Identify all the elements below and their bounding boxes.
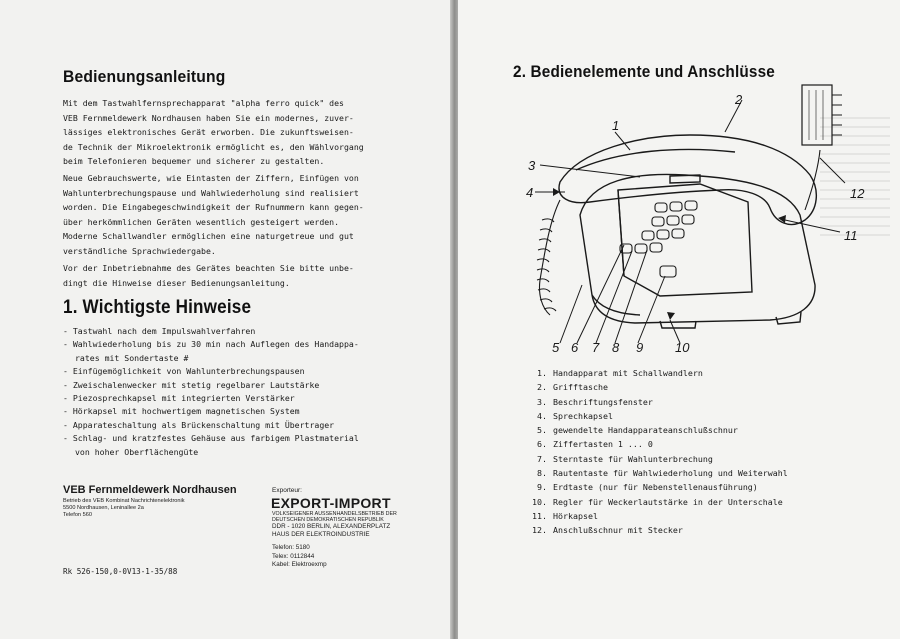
company-line: Betrieb des VEB Kombinat Nachrichtenelektronik: [63, 498, 185, 504]
list-item: [527, 480, 788, 494]
item-number: 6.: [537, 439, 547, 450]
callout-8: 8: [612, 340, 620, 355]
item-text: Ziffertasten 1 ... 0: [553, 439, 653, 450]
list-item: von hoher Oberflächengüte: [75, 446, 199, 457]
item-text: Sprechkapsel: [553, 410, 613, 421]
item-number: 7.: [537, 453, 547, 464]
list-item: - Apparateschaltung als Brückenschaltung mit Übertrager: [63, 419, 335, 430]
keypad-keys: [620, 201, 697, 277]
callout-7: 7: [592, 340, 600, 355]
list-item: [527, 495, 788, 509]
list-item: [527, 423, 788, 437]
text-line: über herkömmlichen Geräten wesentlich gesteigert werden.: [63, 216, 340, 227]
item-text: Sterntaste für Wahlunterbrechung: [553, 453, 713, 464]
list-item: [527, 366, 788, 380]
company-line: Telefon 560: [63, 512, 92, 518]
item-text: Handapparat mit Schallwandlern: [553, 368, 703, 378]
wall-plug: [802, 85, 832, 145]
item-text: Anschlußschnur mit Stecker: [553, 525, 683, 536]
text-line: worden. Die Eingabegeschwindigkeit der Rufnummern kann gegen-: [63, 202, 364, 213]
intro-paragraph: [63, 96, 364, 169]
list-item: [527, 395, 788, 409]
item-number: 1.: [537, 368, 547, 378]
list-item: [527, 380, 788, 394]
text-line: Vor der Inbetriebnahme des Gerätes beachten Sie bitte unbe-: [63, 263, 354, 273]
text-line: de Technik der Mikroelektronik ermöglicht es, den Wählvorgang: [63, 141, 364, 152]
item-number: 8.: [537, 468, 547, 479]
item-text: Hörkapsel: [553, 510, 598, 521]
list-item: rates mit Sondertaste #: [75, 352, 189, 363]
callout-11: 11: [844, 228, 858, 243]
item-number: 3.: [537, 396, 547, 407]
item-text: Beschriftungsfenster: [553, 396, 653, 407]
text-line: dingt die Hinweise dieser Bedienungsanleitung.: [63, 277, 290, 288]
item-number: 4.: [537, 410, 547, 421]
item-text: Rautentaste für Wahlwiederholung und Weiterwahl: [553, 468, 788, 479]
features-paragraph: [63, 171, 364, 259]
text-line: Mit dem Tastwahlfernsprechapparat "alpha ferro quick" des: [63, 98, 344, 108]
exporter-label: Exporteur:: [272, 487, 302, 494]
parts-list: [527, 366, 788, 538]
item-text: Grifftasche: [553, 382, 608, 393]
item-text: Erdtaste (nur für Nebenstellenausführung): [553, 482, 758, 493]
list-item: - Wahlwiederholung bis zu 30 min nach Auflegen des Handappa-: [63, 339, 359, 350]
section-2-heading: 2. Bedienelemente und Anschlüsse: [513, 62, 775, 81]
callout-2: 2: [735, 92, 743, 107]
callout-4: 4: [526, 185, 534, 200]
list-item: [527, 466, 788, 480]
list-item: - Zweischalenwecker mit stetig regelbarer Lautstärke: [63, 379, 320, 390]
ground-key: [660, 266, 676, 277]
callout-5: 5: [552, 340, 560, 355]
text-line: verständliche Sprachwiedergabe.: [63, 245, 216, 256]
list-item: - Einfügemöglichkeit von Wahlunterbrechungspausen: [63, 366, 305, 377]
list-item: [527, 409, 788, 423]
coiled-cord: [537, 200, 560, 315]
list-item: - Piezosprechkapsel mit integrierten Verstärker: [63, 392, 295, 403]
exporter-phone: Telefon: 5180: [272, 544, 310, 551]
text-line: beim Telefonieren bequemer und sicherer zu gestalten.: [63, 156, 325, 167]
item-number: 12.: [532, 525, 547, 536]
exporter-line: VOLKSEIGENER AUSSENHANDELSBETRIEB DER: [272, 511, 397, 517]
handset: [559, 135, 816, 224]
list-item: - Hörkapsel mit hochwertigem magnetischen System: [63, 406, 300, 417]
text-line: VEB Fernmeldewerk Nordhausen haben Sie ein modernes, zuver-: [63, 112, 354, 123]
company-name: VEB Fernmeldewerk Nordhausen: [63, 484, 237, 496]
item-text: gewendelte Handapparateanschlußschnur: [553, 425, 738, 436]
key-notes-list: [63, 325, 359, 459]
callout-12: 12: [850, 186, 865, 201]
list-item: [527, 523, 788, 537]
item-number: 5.: [537, 425, 547, 436]
callout-9: 9: [636, 340, 644, 355]
advice-paragraph: [63, 261, 354, 290]
text-line: Moderne Schallwandler ermöglichen eine naturgetreue und gut: [63, 231, 354, 242]
company-info: [63, 498, 185, 519]
telephone-diagram: [520, 80, 880, 360]
list-item: [527, 509, 788, 523]
list-item: [527, 452, 788, 466]
list-item: - Schlag- und kratzfestes Gehäuse aus farbigem Plastmaterial: [63, 433, 359, 444]
item-number: 9.: [537, 482, 547, 493]
exporter-subtitle: [272, 511, 397, 523]
exporter-line: HAUS DER ELEKTROINDUSTRIE: [272, 530, 370, 538]
keypad-panel: [618, 184, 752, 296]
item-number: 11.: [532, 510, 547, 521]
exporter-address: [272, 523, 390, 538]
callout-3: 3: [528, 158, 536, 173]
manual-title: Bedienungsanleitung: [63, 67, 226, 86]
exporter-contacts: [272, 544, 327, 570]
text-line: Neue Gebrauchswerte, wie Eintasten der Ziffern, Einfügen von: [63, 173, 359, 183]
print-code: Rk 526-150,0-0V13-1-35/88: [63, 567, 178, 576]
list-item: - Tastwahl nach dem Impulswahlverfahren: [63, 326, 256, 336]
text-line: lässiges elektronisches Gerät erworben. Die zukunftsweisen-: [63, 127, 354, 138]
exporter-line: DEUTSCHEN DEMOKRATISCHEN REPUBLIK: [272, 517, 384, 523]
item-number: 10.: [532, 496, 547, 507]
list-item: [527, 437, 788, 451]
exporter-cable: Kabel: Elektroexmp: [272, 561, 327, 568]
text-line: Wahlunterbrechungspause und Wahlwiederholung sind realisiert: [63, 187, 359, 198]
phone-base: [580, 174, 815, 323]
callout-6: 6: [571, 340, 579, 355]
item-number: 2.: [537, 382, 547, 393]
item-text: Regler für Weckerlautstärke in der Unterschale: [553, 496, 783, 507]
callout-1: 1: [612, 118, 620, 133]
arrow-head: [667, 312, 675, 320]
exporter-name: EXPORT-IMPORT: [271, 495, 391, 511]
callout-10: 10: [675, 340, 690, 355]
exporter-line: DDR - 1020 BERLIN, ALEXANDERPLATZ: [272, 523, 391, 530]
section-1-heading: 1. Wichtigste Hinweise: [63, 297, 252, 318]
company-line: 5500 Nordhausen, Leninallee 2a: [63, 505, 144, 511]
exporter-telex: Telex: 0112844: [272, 552, 315, 560]
